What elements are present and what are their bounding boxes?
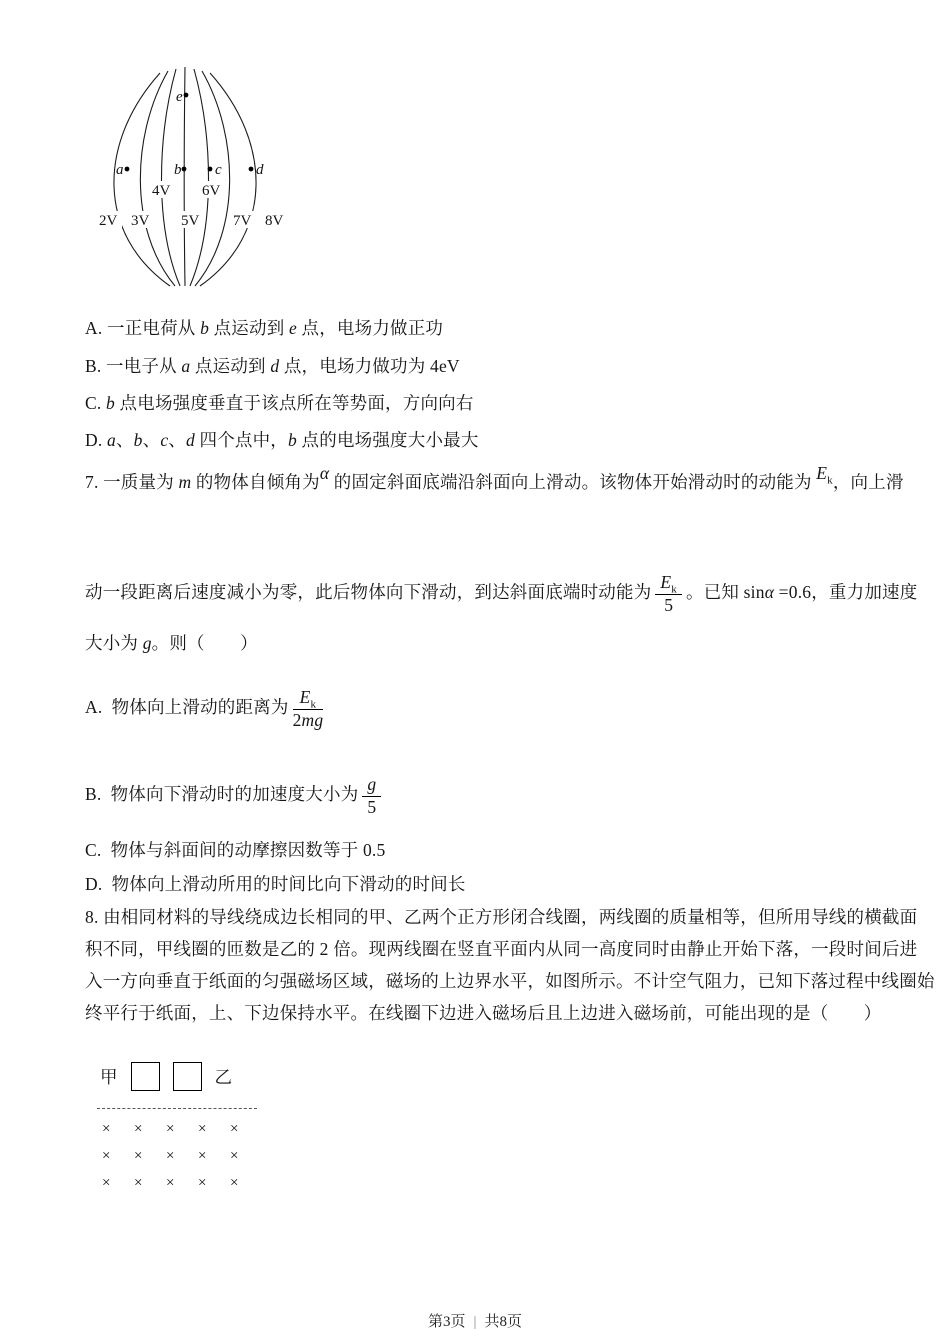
q6-option-a: A. 一正电荷从 b 点运动到 e 点，电场力做正功 [85, 318, 444, 338]
footer-total-pages: 共8页 [484, 1314, 523, 1330]
field-cross-row [102, 1143, 262, 1170]
coils-figure [100, 1062, 232, 1091]
footer-page-number: 第3页 [427, 1314, 466, 1330]
q7-stem-line-1: 7. 一质量为 m 的物体自倾角为α 的固定斜面底端沿斜面向上滑动。该物体开始滑动时的动能为 $E_k$，向上滑 [85, 463, 904, 492]
point-e-dot [184, 93, 189, 98]
q6-option-d: D. a、b、c、d 四个点中，b 点的电场强度大小最大 [85, 430, 479, 450]
point-d-dot [249, 167, 254, 172]
q7-option-a: A. 物体向上滑动的距离为 $\frac{E_k}{2mg}$ [85, 687, 324, 730]
field-lines [114, 67, 256, 286]
equipotential-line-5v [184, 67, 185, 286]
field-points [125, 93, 254, 172]
q7-option-d: D. 物体向上滑动所用的时间比向下滑动的时间长 [85, 874, 466, 894]
q6-option-b: B. 一电子从 a 点运动到 d 点，电场力做功为 4eV [85, 356, 460, 376]
point-e-label: e [176, 89, 183, 105]
point-a-dot [125, 167, 130, 172]
coil-yi-label: 乙 [214, 1067, 232, 1087]
q8-stem-line-2: 积不同，甲线圈的匝数是乙的 2 倍。现两线圈在竖直平面内从同一高度同时由静止开始下落，一段时间后进 [85, 939, 918, 959]
footer-separator: | [473, 1314, 477, 1330]
q8-stem-line-1: 8. 由相同材料的导线绕成边长相同的甲、乙两个正方形闭合线圈，两线圈的质量相等，但所用导线的横截面 [85, 907, 918, 927]
field-cross-symbol: × [102, 1148, 111, 1164]
field-cross-symbol: × [198, 1148, 207, 1164]
q6-option-c: C. b 点电场强度垂直于该点所在等势面，方向向右 [85, 393, 474, 413]
q7-option-c: C. 物体与斜面间的动摩擦因数等于 0.5 [85, 840, 386, 860]
label-2v: 2V [99, 213, 118, 229]
point-b-label: b [174, 162, 182, 178]
label-4v: 4V [152, 183, 171, 199]
point-c-dot [208, 167, 213, 172]
field-cross-symbol: × [166, 1121, 175, 1137]
coil-jia-label: 甲 [100, 1067, 118, 1087]
field-cross-symbol: × [230, 1121, 239, 1137]
field-cross-symbol: × [102, 1175, 111, 1191]
label-7v: 7V [233, 213, 252, 229]
field-cross-symbol: × [230, 1148, 239, 1164]
equipotential-line-6v [190, 69, 209, 286]
field-cross-symbol: × [134, 1175, 143, 1191]
q7-stem-line-3: 大小为 g。则（ ） [85, 633, 258, 653]
equipotential-diagram [88, 64, 298, 289]
q8-stem-line-4: 终平行于纸面，上、下边保持水平。在线圈下边进入磁场后且上边进入磁场前，可能出现的是（ ） [85, 1003, 882, 1023]
field-cross-symbol: × [198, 1175, 207, 1191]
magnetic-field-region [102, 1116, 262, 1197]
field-cross-symbol: × [166, 1148, 175, 1164]
field-cross-row [102, 1116, 262, 1143]
label-5v: 5V [181, 213, 200, 229]
field-cross-symbol: × [166, 1175, 175, 1191]
field-cross-row [102, 1170, 262, 1197]
field-cross-symbol: × [230, 1175, 239, 1191]
q7-option-b: B. 物体向下滑动时的加速度大小为 $\frac{g}{5}$ [85, 775, 385, 817]
point-a-label: a [116, 162, 124, 178]
q7-stem-line-2: 动一段距离后速度减小为零，此后物体向下滑动，到达斜面底端时动能为 $\frac{E_k}{5}$ 。已知 sinα =0.6，重力加速度 [85, 572, 918, 615]
field-cross-symbol: × [134, 1148, 143, 1164]
label-3v: 3V [131, 213, 150, 229]
field-cross-symbol: × [198, 1121, 207, 1137]
page-footer [0, 1310, 950, 1331]
field-cross-symbol: × [134, 1121, 143, 1137]
label-8v: 8V [265, 213, 284, 229]
label-6v: 6V [202, 183, 221, 199]
coil-yi-square [173, 1062, 202, 1091]
point-c-label: c [215, 162, 222, 178]
coil-jia-square [131, 1062, 160, 1091]
field-cross-symbol: × [102, 1121, 111, 1137]
field-boundary-dashed-line [97, 1108, 257, 1109]
point-b-dot [182, 167, 187, 172]
point-d-label: d [256, 162, 264, 178]
q8-stem-line-3: 入一方向垂直于纸面的匀强磁场区域，磁场的上边界水平，如图所示。不计空气阻力，已知下落过程中线圈始 [85, 971, 935, 991]
